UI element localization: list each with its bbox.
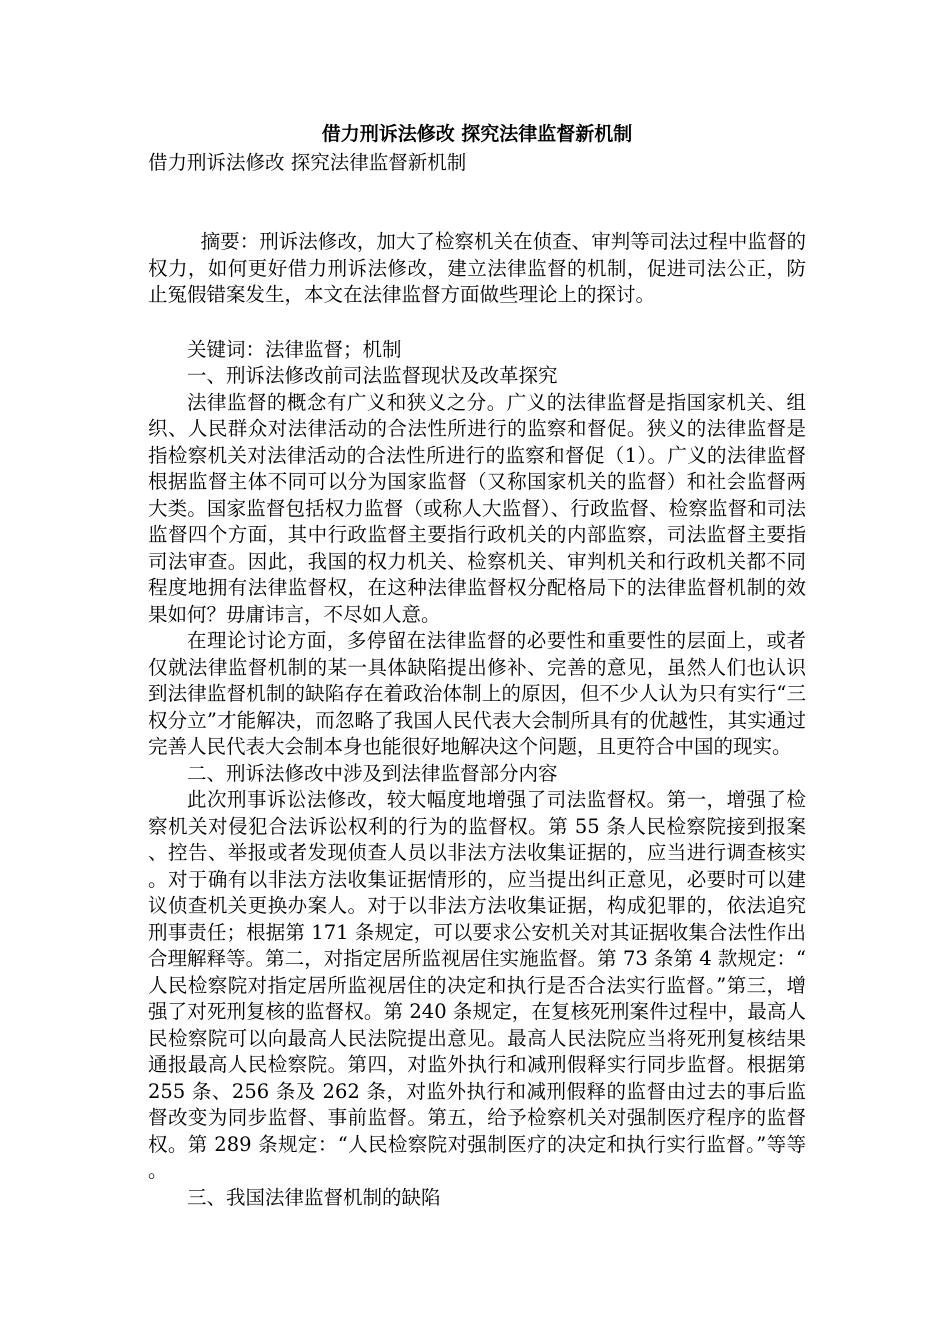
document-page bbox=[148, 120, 806, 1211]
body-paragraph-3: 此次刑事诉讼法修改，较大幅度地增强了司法监督权。第一，增强了检察机关对侵犯合法诉讼权利的行为的监督权。第 55 条人民检察院接到报案、控告、举报或者发现侦查人员以非法方法收集证据的，应当进行调查核实。对于确有以非法方法收集证据情形的，应当提出纠正意见，必要时可以建议侦查机关更换办案人。对于以非法方法收集证据，构成犯罪的，依法追究刑事责任；根据第 171 条规定，可以要求公安机关对其证据收集合法性作出合理解释等。第二，对指定居所监视居住实施监督。第 73 条第 4 款规定：“人民检察院对指定居所监视居住的决定和执行是否合法实行监督。”第三，增强了对死刑复核的监督权。第 240 条规定，在复核死刑案件过程中，最高人民检察院可以向最高人民法院提出意见。最高人民法院应当将死刑复核结果通报最高人民检察院。第四，对监外执行和减刑假释实行同步监督。根据第 255 条、256 条及 262 条，对监外执行和减刑假释的监督由过去的事后监督改变为同步监督、事前监督。第五，给予检察机关对强制医疗程序的监督权。第 289 条规定：“人民检察院对强制医疗的决定和执行实行监督。”等等。 bbox=[148, 788, 806, 1182]
section-heading-1: 一、刑诉法修改前司法监督现状及改革探究 bbox=[187, 364, 558, 387]
keywords-line: 关键词：法律监督；机制 bbox=[187, 337, 402, 361]
section-heading-2: 二、刑诉法修改中涉及到法律监督部分内容 bbox=[187, 761, 558, 785]
abstract-paragraph: 摘要：刑诉法修改，加大了检察机关在侦查、审判等司法过程中监督的权力，如何更好借力刑诉法修改，建立法律监督的机制，促进司法公正，防止冤假错案发生，本文在法律监督方面做些理论上的探讨。 bbox=[148, 230, 806, 306]
document-subtitle: 借力刑诉法修改 探究法律监督新机制 bbox=[148, 151, 467, 174]
section-heading-3: 三、我国法律监督机制的缺陷 bbox=[187, 1185, 441, 1209]
body-paragraph-2: 在理论讨论方面，多停留在法律监督的必要性和重要性的层面上，或者仅就法律监督机制的某一具体缺陷提出修补、完善的意见，虽然人们也认识到法律监督机制的缺陷存在着政治体制上的原因，但不少人认为只有实行“三权分立”才能解决，而忽略了我国人民代表大会制所具有的优越性，其实通过完善人民代表大会制本身也能很好地解决这个问题，且更符合中国的现实。 bbox=[148, 629, 806, 758]
body-paragraph-1: 法律监督的概念有广义和狭义之分。广义的法律监督是指国家机关、组织、人民群众对法律活动的合法性所进行的监察和督促。狭义的法律监督是指检察机关对法律活动的合法性所进行的监察和督促（1）。广义的法律监督根据监督主体不同可以分为国家监督（又称国家机关的监督）和社会监督两大类。国家监督包括权力监督（或称人大监督）、行政监督、检察监督和司法监督四个方面，其中行政监督主要指行政机关的内部监察，司法监督主要指司法审查。因此，我国的权力机关、检察机关、审判机关和行政机关都不同程度地拥有法律监督权，在这种法律监督权分配格局下的法律监督机制的效果如何？毋庸讳言，不尽如人意。 bbox=[148, 390, 806, 626]
document-title: 借力刑诉法修改 探究法律监督新机制 bbox=[321, 123, 633, 145]
